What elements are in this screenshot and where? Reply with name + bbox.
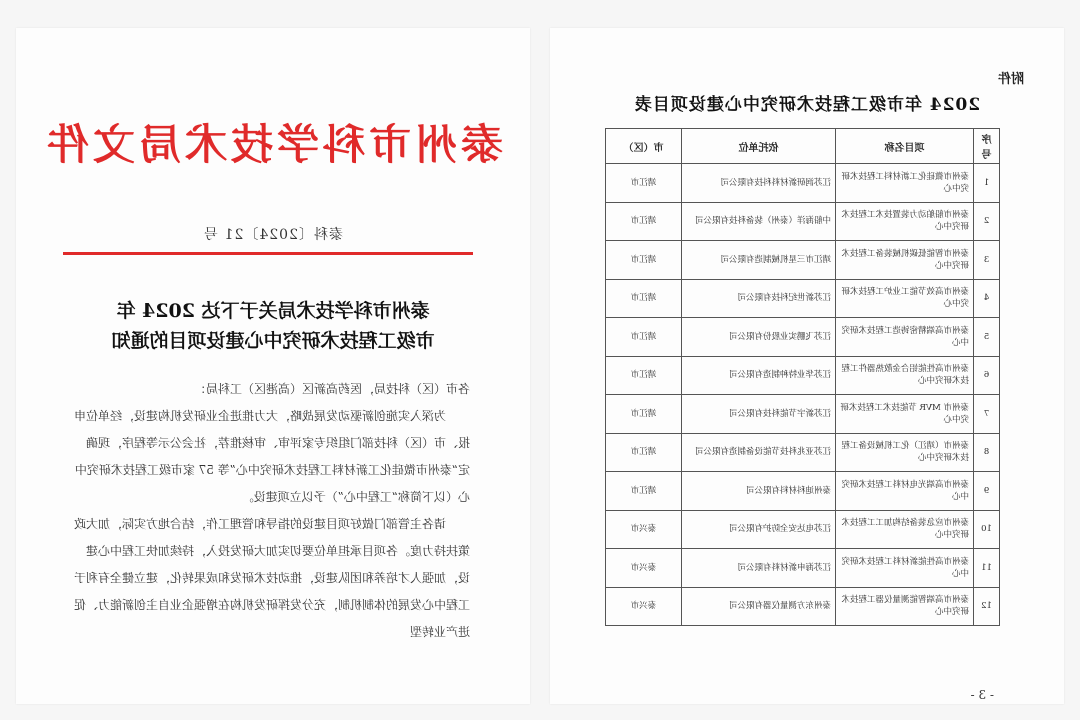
row-name: 泰州市高性能新材料工程技术研究中心 [836,549,974,588]
row-name: 泰州市智能低碳机械装备工程技术研究中心 [836,241,974,280]
row-no: 8 [974,433,1000,472]
row-city: 靖江市 [606,395,682,434]
row-no: 6 [974,356,1000,395]
row-unit: 江苏华业特种制造有限公司 [682,356,836,395]
table-row [606,202,1000,241]
row-unit: 江苏润研新材料科技有限公司 [682,164,836,203]
row-city: 靖江市 [606,318,682,357]
page-number: - 3 - [970,688,994,702]
row-city: 靖江市 [606,433,682,472]
salutation: 各市（区）科技局，医药高新区（高港区）工科局： [193,382,470,396]
notice-body [66,376,470,646]
row-name: 泰州市高端光电材料工程技术研究中心 [836,472,974,511]
row-unit: 江苏亚兆科技节能设备制造有限公司 [682,433,836,472]
row-no: 4 [974,279,1000,318]
table-title: 2024 年市级工程技术研究中心建设项目表 [633,95,981,115]
row-city: 靖江市 [606,279,682,318]
row-no: 1 [974,164,1000,203]
annex-label: 附件 [997,72,1024,87]
row-unit: 江苏海申新材料有限公司 [682,549,836,588]
row-name: 泰州市 MVR 节能技术工程技术研究中心 [836,395,974,434]
row-unit: 江苏新宇节能科技有限公司 [682,395,836,434]
body-paragraph: 请各主管部门做好项目建设的指导和管理工作，结合地方实际，加大政策扶持力度。各项目承担单位要切实加大研发投入，持续加快工程中心建设，加强人才培养和团队建设，推动技术研发和成果转化，建立健全有利于工程中心发展的体制机制，充分发挥研发机构在增强企业自主创新能力、促进产业转型 [73,517,470,639]
body-paragraph: 为深入实施创新驱动发展战略，大力推进企业研发机构建设，经单位申报、市（区）科技部门组织专家评审、审核推荐，社会公示等程序，现确定“泰州市微硅化工新材料工程技术研究中心”等 57 家市级工程技术研究中心（以下简称“工程中心”）予以立项建设。 [73,409,470,504]
notice-title-line2: 市级工程技术研究中心建设项目的通知 [111,330,435,352]
row-city: 靖江市 [606,241,682,280]
row-unit: 中船海洋（泰州）装备科技有限公司 [682,202,836,241]
row-no: 9 [974,472,1000,511]
row-unit: 泰州东方测量仪器有限公司 [682,587,836,626]
table-row [606,395,1000,434]
notice-title-line1: 泰州市科学技术局关于下达 2024 年 [116,300,430,322]
row-city: 泰兴市 [606,587,682,626]
row-name: 泰州市高效节能工业炉工程技术研究中心 [836,279,974,318]
appendix-page [550,28,1064,704]
row-city: 靖江市 [606,472,682,511]
header-unit: 依托单位 [682,129,836,164]
row-no: 5 [974,318,1000,357]
row-no: 12 [974,587,1000,626]
document-header: 泰州市科学技术局文件 [43,120,504,169]
row-no: 2 [974,202,1000,241]
row-unit: 江苏电达安全防护有限公司 [682,510,836,549]
row-city: 泰兴市 [606,510,682,549]
row-name: 泰州市（靖江）化工机械设备工程技术研究中心 [836,433,974,472]
notice-title [56,296,490,356]
row-no: 11 [974,549,1000,588]
row-name: 泰州市高性能铝合金散热器件工程技术研究中心 [836,356,974,395]
row-name: 泰州市高端精密铸造工程技术研究中心 [836,318,974,357]
table-row [606,241,1000,280]
table-header-row [606,129,1000,164]
header-name: 项目名称 [836,129,974,164]
table-row [606,510,1000,549]
row-unit: 靖江市三星机械制造有限公司 [682,241,836,280]
table-row [606,318,1000,357]
row-name: 泰州市高端智能测量仪器工程技术研究中心 [836,587,974,626]
project-table [605,128,1000,626]
row-no: 7 [974,395,1000,434]
row-no: 10 [974,510,1000,549]
row-city: 靖江市 [606,202,682,241]
table-row [606,549,1000,588]
row-city: 靖江市 [606,164,682,203]
table-row [606,279,1000,318]
row-city: 靖江市 [606,356,682,395]
table-row [606,433,1000,472]
row-unit: 江苏新世纪科技有限公司 [682,279,836,318]
header-no: 序号 [974,129,1000,164]
document-number: 泰科〔2024〕21 号 [203,227,343,243]
row-name: 泰州市船舶动力装置技术工程技术研究中心 [836,202,974,241]
table-row [606,587,1000,626]
row-unit: 江苏飞鹏实业股份有限公司 [682,318,836,357]
row-no: 3 [974,241,1000,280]
notice-page [16,28,530,704]
header-city: 市（区） [606,129,682,164]
row-city: 泰兴市 [606,549,682,588]
table-row [606,164,1000,203]
row-name: 泰州市微硅化工新材料工程技术研究中心 [836,164,974,203]
row-unit: 泰州迪科材料有限公司 [682,472,836,511]
table-row [606,472,1000,511]
row-name: 泰州市应急装备结构加工工程技术研究中心 [836,510,974,549]
table-row [606,356,1000,395]
red-divider [63,252,473,255]
